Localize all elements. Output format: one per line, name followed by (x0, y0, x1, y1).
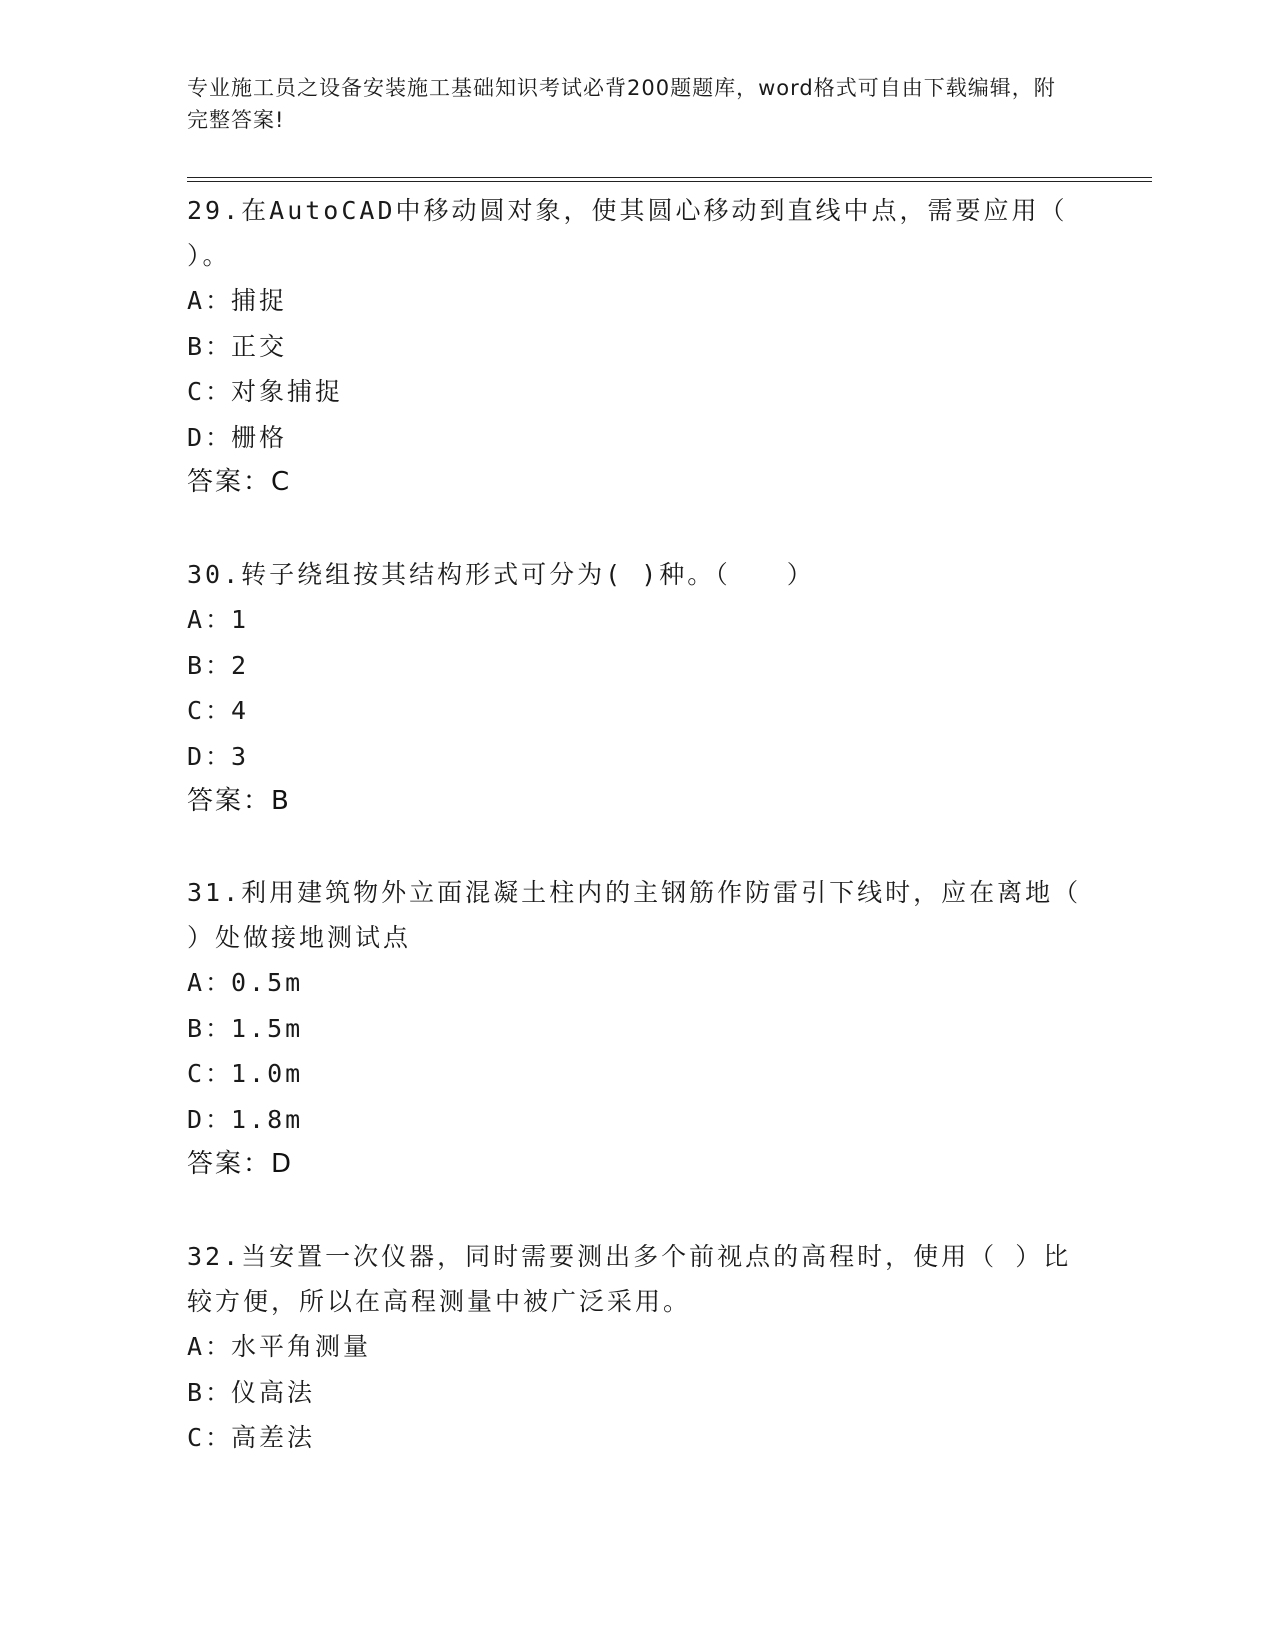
option-text: 1 (231, 605, 250, 634)
header-rule-bottom (187, 181, 1152, 182)
option-b (187, 643, 1087, 689)
option-text: 仪高法 (231, 1377, 316, 1407)
option-key: B： (187, 331, 234, 361)
answer-line: 答案：B (187, 786, 291, 816)
question-31 (187, 870, 1087, 1187)
option-text: 3 (231, 741, 250, 771)
option-c (187, 1051, 1087, 1097)
option-key: A： (187, 1332, 234, 1361)
question-29 (187, 188, 1087, 505)
option-text: 捕捉 (231, 286, 288, 315)
option-text: 2 (231, 650, 250, 680)
header-rule-top (187, 177, 1152, 178)
option-text: 正交 (231, 331, 288, 361)
option-key: D： (187, 1104, 234, 1134)
option-text: 1.5m (231, 1013, 304, 1043)
option-b (187, 1370, 1087, 1416)
option-key: B： (187, 1377, 234, 1407)
answer-line: 答案：C (187, 467, 292, 497)
option-b (187, 324, 1087, 370)
option-key: D： (187, 422, 234, 452)
document-header: 专业施工员之设备安装施工基础知识考试必背200题题库，word格式可自由下载编辑，附完整答案! (187, 76, 1056, 132)
option-text: 4 (231, 696, 250, 725)
question-30 (187, 552, 1087, 824)
option-text: 1.8m (231, 1104, 304, 1134)
option-a (187, 960, 1087, 1006)
option-b (187, 1006, 1087, 1052)
option-a (187, 278, 1087, 324)
option-key: C： (187, 696, 234, 725)
option-text: 0.5m (231, 968, 304, 997)
option-text: 栅格 (231, 422, 288, 452)
option-c (187, 1415, 1087, 1461)
option-d (187, 1097, 1087, 1143)
question-32 (187, 1234, 1087, 1461)
question-stem: 29.在AutoCAD中移动圆对象，使其圆心移动到直线中点，需要应用（ ）。 (187, 196, 1068, 270)
option-text: 对象捕捉 (231, 377, 344, 406)
option-key: B： (187, 650, 234, 680)
option-key: D： (187, 741, 234, 771)
option-d (187, 734, 1087, 780)
option-text: 高差法 (231, 1423, 316, 1452)
option-c (187, 369, 1087, 415)
option-text: 水平角测量 (231, 1332, 372, 1361)
question-stem: 30.转子绕组按其结构形式可分为( )种。（ ） (187, 560, 815, 589)
option-a (187, 597, 1087, 643)
option-a (187, 1324, 1087, 1370)
option-key: A： (187, 968, 234, 997)
option-text: 1.0m (231, 1059, 304, 1088)
question-stem: 31.利用建筑物外立面混凝土柱内的主钢筋作防雷引下线时，应在离地（ ）处做接地测试点 (187, 878, 1082, 952)
option-key: C： (187, 377, 234, 406)
option-d (187, 415, 1087, 461)
option-key: A： (187, 286, 234, 315)
question-stem: 32.当安置一次仪器，同时需要测出多个前视点的高程时，使用（ ）比较方便，所以在高程测量中被广泛采用。 (187, 1242, 1072, 1316)
option-key: A： (187, 605, 234, 634)
option-c (187, 688, 1087, 734)
option-key: C： (187, 1423, 234, 1452)
option-key: C： (187, 1059, 234, 1088)
option-key: B： (187, 1013, 234, 1043)
answer-line: 答案：D (187, 1149, 294, 1179)
